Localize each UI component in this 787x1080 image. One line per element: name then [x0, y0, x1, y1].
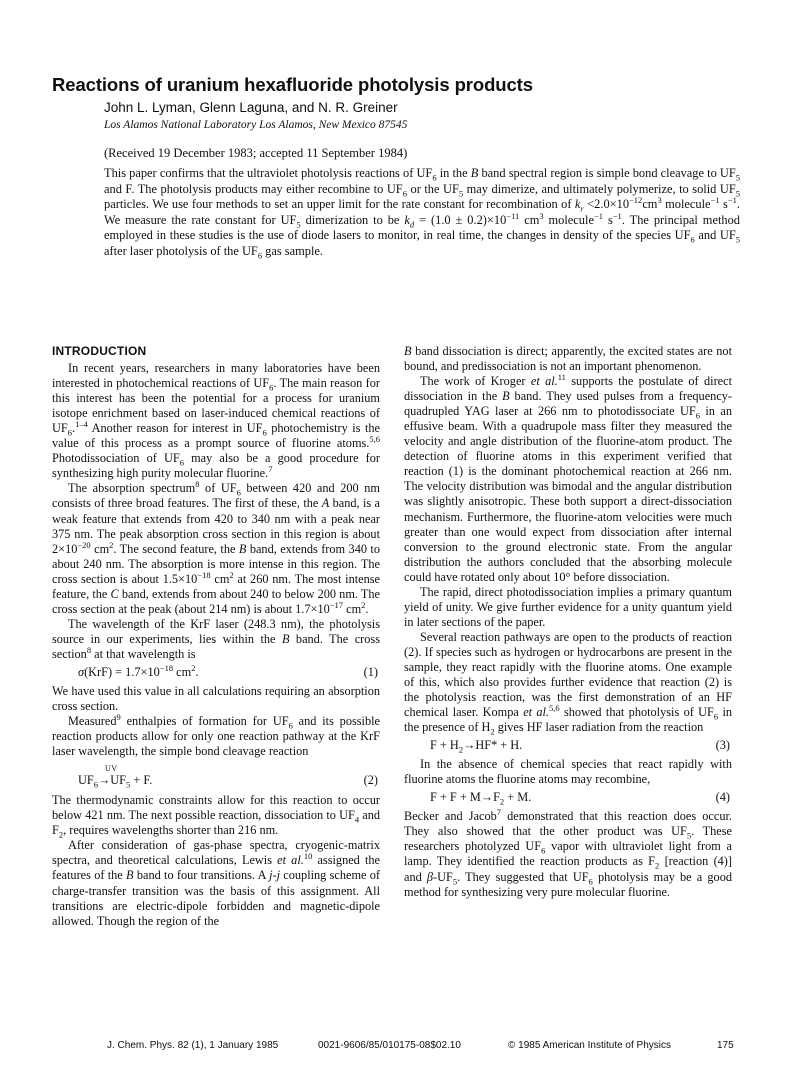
equation-body: $UF_6\to UF_5 + F$.	[78, 773, 153, 790]
equation-number: (4)	[715, 790, 730, 805]
paragraph: In the absence of chemical species that react rapidly with fluorine atoms the fluorine atoms may recombine,	[404, 757, 732, 787]
paragraph: We have used this value in all calculations requiring an absorption cross section.	[52, 683, 380, 714]
copyright: © 1985 American Institute of Physics	[508, 1040, 672, 1051]
paper-title: Reactions of uranium hexafluoride photolysis products	[52, 74, 533, 95]
paragraph: The absorption spectrum$^8$ of $UF_6$ between 420 and 200 nm consists of three broad features. The first of these, the A band, is a weak feature that extends from 420 to 340 nm with a peak near 375 nm. The peak absorption cross section in this region is about $2\times 10^{-20}$ $cm^2$. The second feature, the B band, extends from 340 to about 240 nm. The absorption is more intense in this region. The cross section is about $1.5\times 10^{-18}$ $cm^2$ at 260 nm. The most intense feature, the C band, extends from about 240 to below 200 nm. The cross section at the peak (about 214 nm) is about $1.7\times 10^{-17}$ $cm^2$.	[52, 479, 380, 616]
right-column	[404, 344, 732, 900]
paragraph: Several reaction pathways are open to the products of reaction (2). If species such as hydrogen or hydrocarbons are present in the sample, they react rapidly with the fluorine atoms. One example of this, which also provides further evidence that reaction (2) is the photolysis reaction, was the first demonstration of an HF chemical laser. Kompa et al.$^{5,6}$ showed that photolysis of $UF_6$ in the presence of $H_2$ gives HF laser radiation from the reaction	[404, 629, 733, 737]
article-code: 0021-9606/85/010175-08$02.10	[318, 1040, 461, 1051]
equation-number: (3)	[715, 738, 730, 753]
paragraph: The rapid, direct photodissociation implies a primary quantum yield of unity. We give further evidence for a unity quantum yield in later sections of the paper.	[404, 584, 732, 629]
equation-body: $F + H_2\to HF* + H$.	[430, 738, 523, 755]
equation-4	[404, 790, 732, 806]
paragraph: B band dissociation is direct; apparently, the excited states are not bound, and predissociation is not an important phenomenon.	[404, 344, 732, 374]
equation-2	[52, 762, 380, 790]
page-footer	[0, 1040, 787, 1054]
equation-1	[52, 662, 380, 681]
paragraph: The wavelength of the KrF laser (248.3 nm), the photolysis source in our experiments, lies within the B band. The cross section$^8$ at that wavelength is	[52, 616, 380, 661]
equation-body: $F + F + M\to F_2 + M$.	[430, 790, 532, 807]
journal-citation: J. Chem. Phys. 82 (1), 1 January 1985	[107, 1040, 279, 1051]
equation-number: (1)	[363, 664, 378, 679]
equation-number: (2)	[363, 773, 378, 788]
section-heading-introduction: INTRODUCTION	[52, 344, 147, 358]
paragraph: In recent years, researchers in many laboratories have been interested in photochemical reactions of $UF_6$. The main reason for this interest has been the potential for a process for uranium isotope enrichment based on laser-induced chemical reactions of $UF_6.^{1-4}$ Another reason for interest in $UF_6$ photochemistry is the value of this process as a prompt source of fluorine atoms.$^{5,6}$ Photodissociation of $UF_6$ may also be a good procedure for synthesizing high purity molecular fluorine.$^7$	[52, 361, 381, 481]
abstract: This paper confirms that the ultraviolet photolysis reactions of $UF_6$ in the B band spectral region is simple bond cleavage to $UF_5$ and F. The photolysis products may either recombine to $UF_6$ or the $UF_5$ may dimerize, and ultimately polymerize, to solid $UF_5$ particles. We use four methods to set an upper limit for the rate constant for recombination of $k_r <2.0\times 10^{-12}cm^3$ molecule$^{-1}$ $s^{-1}$. We measure the rate constant for $UF_5$ dimerization to be $k_d = (1.0 \pm 0.2)\times 10^{-11}$ $cm^3$ molecule$^{-1}$ $s^{-1}$. The principal method employed in these studies is the use of diode lasers to monitor, in real time, the changes in density of the species $UF_6$ and $UF_5$ after laser photolysis of the $UF_6$ gas sample.	[104, 166, 740, 261]
equation-body: $\sigma(KrF) = 1.7\times 10^{-18}$ $cm^2$.	[78, 662, 199, 679]
left-column	[52, 344, 380, 929]
paragraph: After consideration of gas-phase spectra, cryogenic-matrix spectra, and theoretical calculations, Lewis et al.$^{10}$ assigned the features of the B band to four transitions. A j-j coupling scheme of charge-transfer transition was the basis of this assignment. All transitions are electric-dipole forbidden and magnetic-dipole allowed. Though the region of the	[52, 838, 381, 928]
paragraph: The thermodynamic constraints allow for this reaction to occur below 421 nm. The next possible reaction, dissociation to $UF_4$ and $F_2$, requires wavelengths shorter than 216 nm.	[52, 793, 380, 840]
affiliation: Los Alamos National Laboratory Los Alamos, New Mexico 87545	[104, 119, 408, 131]
paragraph: Measured$^9$ enthalpies of formation for $UF_6$ and its possible reaction products allow for only one reaction pathway at the KrF laser wavelength, the simple bond cleavage reaction	[52, 711, 380, 759]
uv-label: UV	[105, 764, 118, 774]
equation-3	[404, 738, 732, 754]
received-dates: (Received 19 December 1983; accepted 11 September 1984)	[104, 146, 408, 160]
paragraph: Becker and Jacob$^7$ demonstrated that this reaction does occur. They also showed that the other product was $UF_5$. These researchers photolyzed $UF_6$ vapor with ultraviolet light from a lamp. They identified the reaction products as $F_2$ [reaction (4)] and $\beta-UF_5$. They suggested that $UF_6$ photolysis may be a good method for synthesizing very pure molecular fluorine.	[404, 807, 732, 899]
author-list: John L. Lyman, Glenn Laguna, and N. R. Greiner	[104, 100, 398, 115]
paragraph: The work of Kroger et al.$^{11}$ supports the postulate of direct dissociation in the B band. They used pulses from a frequency-quadrupled YAG laser at 266 nm to photodissociate $UF_6$ in an effusive beam. With a quadrupole mass filter they measured the velocity and angle distribution of the fluorine-atom product. The detection of fluorine atoms in this experiment verified that reaction (1) is the dominant photochemical reaction at 266 nm. The velocity distribution was bimodal and the angular distribution was slightly anisotropic. These both support a direct-dissociation mechanism. Furthermore, the fluorine-atom velocities were much greater than one would expect from dissociation after internal conversion to the ground electronic state. From the angular distribution the authors concluded that the absorbing molecule could have rotated only about 10° before dissociation.	[404, 372, 733, 584]
page-number: 175	[717, 1040, 734, 1051]
